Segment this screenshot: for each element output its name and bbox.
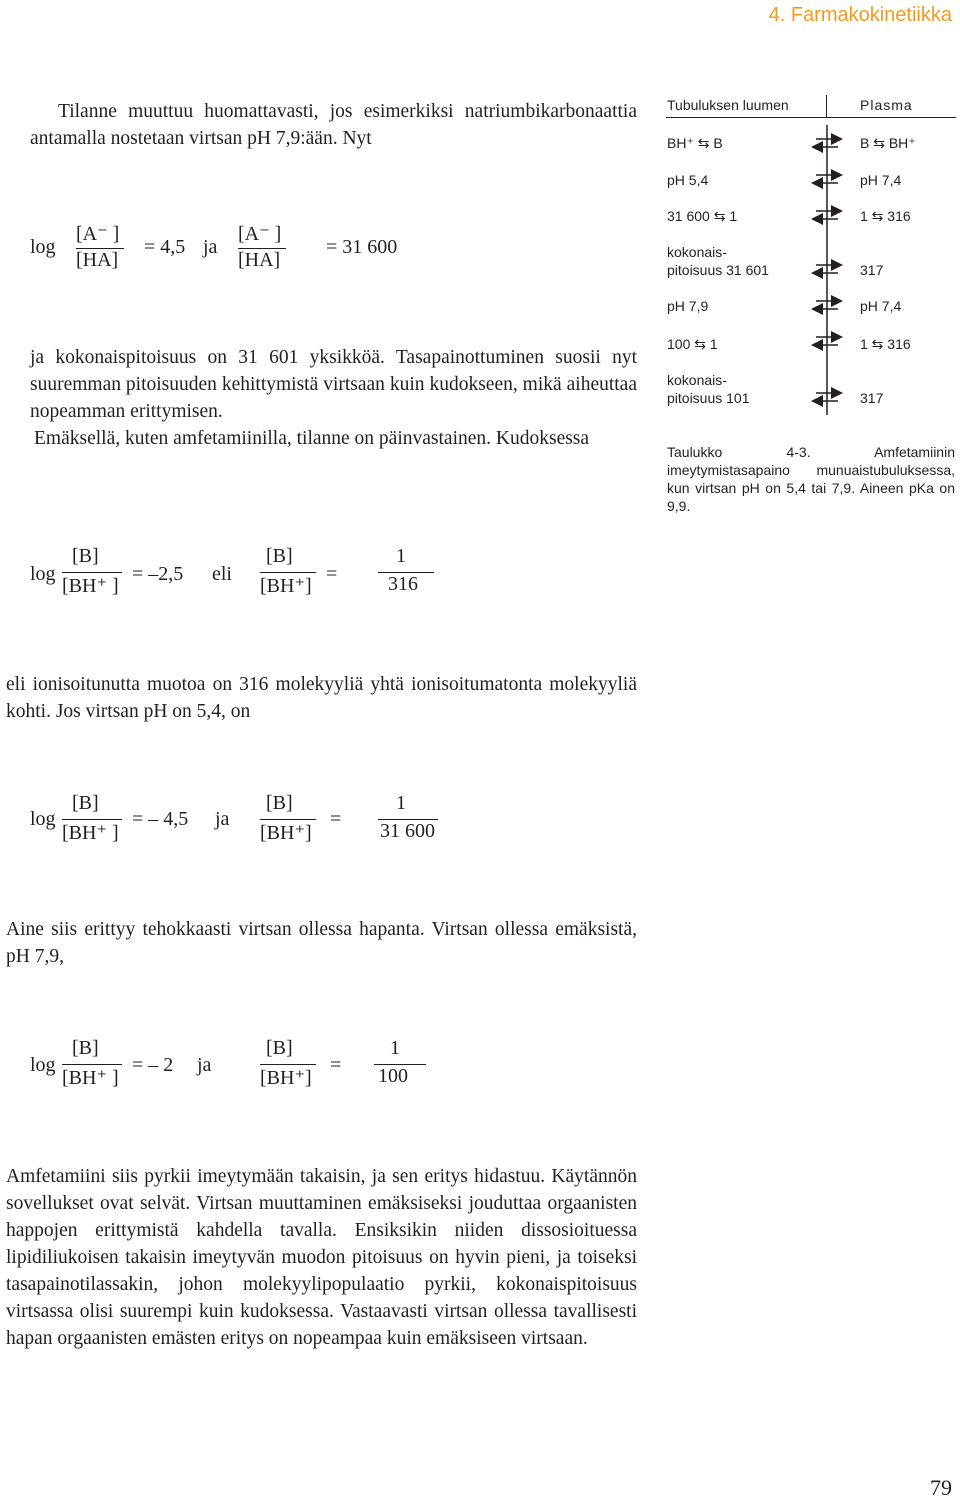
equation-3-den1: [BH⁺ ] (62, 822, 119, 844)
page-number: 79 (930, 1475, 952, 1500)
table-right-header: Plasma (860, 97, 913, 113)
membrane-arrows-diagram (800, 125, 860, 425)
table-header-rule (666, 117, 956, 118)
table-total-right-1: 317 (860, 262, 884, 278)
table-ph-right-2: pH 7,4 (860, 298, 902, 314)
equation-1-den2: [HA] (238, 249, 281, 271)
table-total-left-2: pitoisuus 101 (667, 390, 750, 406)
table-total-label-1: kokonais- (667, 244, 727, 260)
equation-3-ja: ja (215, 808, 230, 830)
equation-1-ja: ja (203, 236, 218, 258)
equation-4-eq: = (330, 1054, 342, 1076)
equation-3-num3: 1 (396, 792, 406, 814)
table-ratio-right-2: 1 ⇆ 316 (860, 336, 911, 352)
table-species-left: BH⁺ ⇆ B (667, 135, 723, 151)
equation-3-num2: [B] (266, 792, 293, 814)
table-ph-left-2: pH 7,9 (667, 298, 709, 314)
paragraph-2: ja kokonaispitoisuus on 31 601 yksikköä. Tasapainottuminen suosii nyt suuremman pitoisuuden kehittymistä virtsaan kuin kudokseen, mikä aiheuttaa nopeamman erittymisen. (30, 347, 637, 422)
equation-3-eq: = (330, 808, 342, 830)
table-ph-right-1: pH 7,4 (860, 172, 902, 188)
equation-4-log: log (30, 1054, 56, 1076)
equation-2-ja: eli (212, 563, 232, 585)
equation-4-den3: 100 (378, 1065, 408, 1087)
equation-4-den2: [BH⁺] (260, 1067, 312, 1089)
table-left-header: Tubuluksen luumen (667, 97, 789, 113)
equation-2-den3: 316 (388, 573, 418, 595)
table-total-left-1: pitoisuus 31 601 (667, 262, 769, 278)
equation-3-num1: [B] (72, 792, 99, 814)
equation-2-den1: [BH⁺ ] (62, 575, 119, 597)
equation-2-num2: [B] (266, 545, 293, 567)
chapter-header: 4. Farmakokinetiikka (768, 4, 952, 26)
equation-4-num3: 1 (390, 1037, 400, 1059)
paragraph-4: eli ionisoitunutta muotoa on 316 molekyyliä yhtä ionisoitumatonta molekyyliä kohti. Jos virtsan pH on 5,4, on (6, 674, 637, 722)
equation-4-den1: [BH⁺ ] (62, 1067, 119, 1089)
table-ratio-right-1: 1 ⇆ 316 (860, 208, 911, 224)
paragraph-5: Aine siis erittyy tehokkaasti virtsan ollessa hapanta. Virtsan ollessa emäksistä, pH 7,9, (6, 919, 637, 967)
equation-1-val2: = 31 600 (326, 236, 398, 258)
table-species-right: B ⇆ BH⁺ (860, 135, 916, 151)
equation-2-den2: [BH⁺] (260, 575, 312, 597)
equation-4-ja: ja (197, 1054, 212, 1076)
table-ratio-left-2: 100 ⇆ 1 (667, 336, 718, 352)
equation-2-val1: = –2,5 (132, 563, 184, 585)
equation-1-log: log (30, 236, 56, 258)
equation-4-num2: [B] (266, 1037, 293, 1059)
equation-3-log: log (30, 808, 56, 830)
equation-4-num1: [B] (72, 1037, 99, 1059)
paragraph-1: Tilanne muuttuu huomattavasti, jos esimerkiksi natriumbikarbonaattia antamalla nostetaan virtsan pH 7,9:ään. Nyt (30, 101, 637, 149)
equation-1-den1: [HA] (76, 249, 119, 271)
table-ratio-left-1: 31 600 ⇆ 1 (667, 208, 738, 224)
table-total-label-2: kokonais- (667, 372, 727, 388)
paragraph-3: Emäksellä, kuten amfetamiinilla, tilanne on päinvastainen. Kudoksessa (34, 428, 590, 449)
table-caption: Taulukko 4-3. Amfetamiinin imeytymistasapaino munuaistubuluksessa, kun virtsan pH on 5,4 tai 7,9. Aineen pKa on 9,9. (667, 444, 955, 514)
equation-3-val1: = – 4,5 (132, 808, 189, 830)
table-total-right-2: 317 (860, 390, 884, 406)
equation-3-den2: [BH⁺] (260, 822, 312, 844)
equation-1-num1: [A⁻ ] (76, 223, 120, 245)
equation-2-num3: 1 (396, 545, 406, 567)
paragraph-6: Amfetamiini siis pyrkii imeytymään takaisin, ja sen eritys hidastuu. Käytännön sovellukset ovat selvät. Virtsan muuttaminen emäksiseksi jouduttaa orgaanisten happojen erittymistä kahdella tavalla. Ensiksikin niiden dissosioituessa lipidiliukoisen takaisin imeytyvän muodon pitoisuus on hyvin pieni, ja toiseksi tasapainotilassakin, johon molekyylipopulaatio pyrkii, kokonaispitoisuus virtsassa olisi suurempi kuin kudoksessa. Vastaavasti virtsan ollessa tavallisesti hapan orgaanisten emästen eritys on nopeampaa kuin emäksiseen virtsaan. (6, 1166, 637, 1349)
equation-2-num1: [B] (72, 545, 99, 567)
equation-3-den3: 31 600 (380, 820, 435, 842)
table-header-divider (826, 95, 827, 117)
equation-2-eq: = (326, 563, 338, 585)
table-ph-left-1: pH 5,4 (667, 172, 709, 188)
equation-4-val1: = – 2 (132, 1054, 174, 1076)
equation-1-val1: = 4,5 (144, 236, 186, 258)
equation-2-log: log (30, 563, 56, 585)
equation-1-num2: [A⁻ ] (238, 223, 282, 245)
